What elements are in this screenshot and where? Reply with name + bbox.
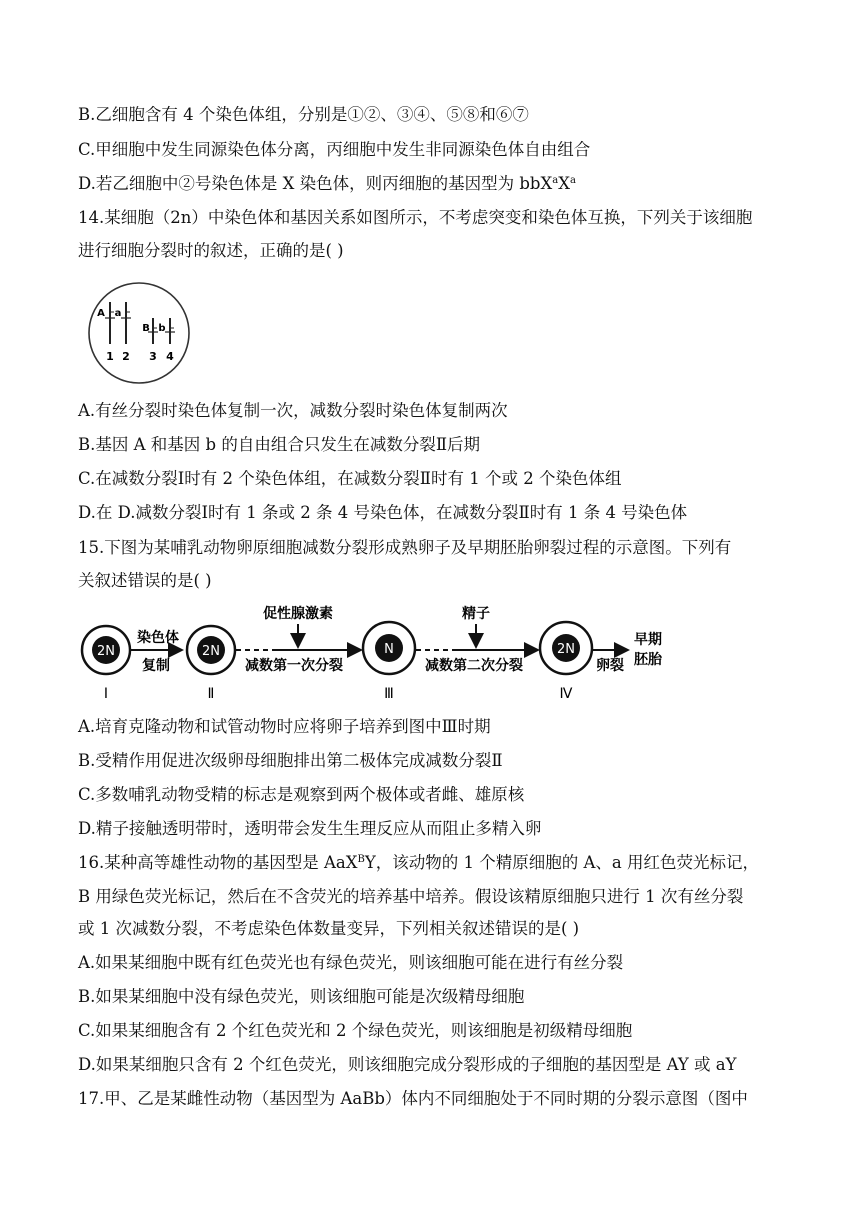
q16-option-a: A.如果某细胞中既有红色荧光也有绿色荧光，则该细胞可能在进行有丝分裂	[78, 953, 624, 972]
chromosome-number-4: 4	[166, 350, 174, 363]
cell-4-label: 2N	[557, 642, 575, 657]
step1-top-label: 染色体	[137, 630, 179, 646]
q14-option-a: A.有丝分裂时染色体复制一次，减数分裂时染色体复制两次	[78, 401, 508, 420]
sperm-label: 精子	[462, 606, 490, 622]
chromosome-number-1: 1	[106, 350, 114, 363]
chromosome-gene-figure	[86, 280, 192, 386]
gene-label-b: b	[158, 323, 166, 334]
q15-option-d: D.精子接触透明带时，透明带会发生生理反应从而阻止多精入卵	[78, 819, 542, 838]
q14-option-c: C.在减数分裂Ⅰ时有 2 个染色体组，在减数分裂Ⅱ时有 1 个或 2 个染色体组	[78, 469, 622, 488]
q15-option-c: C.多数哺乳动物受精的标志是观察到两个极体或者雌、雄原核	[78, 785, 525, 804]
step2-label: 减数第一次分裂	[245, 658, 343, 674]
q14-stem-line1: 14.某细胞（2n）中染色体和基因关系如图所示，不考虑突变和染色体互换，下列关于该细胞	[78, 208, 753, 227]
q13-option-d-sup2: a	[569, 175, 576, 186]
embryo-label-line1: 早期	[634, 632, 662, 648]
q16-stem-line1-pre: 16.某种高等雄性动物的基因型是 AaX	[78, 853, 358, 872]
q14-option-b: B.基因 A 和基因 b 的自由组合只发生在减数分裂Ⅱ后期	[78, 435, 481, 454]
chromosome-number-3: 3	[149, 350, 157, 363]
q16-option-d: D.如果某细胞只含有 2 个红色荧光，则该细胞完成分裂形成的子细胞的基因型是 AY 或 aY	[78, 1055, 737, 1074]
q13-option-b: B.乙细胞含有 4 个染色体组，分别是①②、③④、⑤⑧和⑥⑦	[78, 105, 529, 124]
hormone-label: 促性腺激素	[263, 606, 333, 622]
gene-label-a: a	[114, 308, 122, 319]
stage-label-4: Ⅳ	[559, 686, 573, 702]
step3-label: 减数第二次分裂	[425, 658, 523, 674]
stage-label-3: Ⅲ	[384, 686, 394, 702]
q14-option-d: D.在 D.减数分裂Ⅰ时有 1 条或 2 条 4 号染色体，在减数分裂Ⅱ时有 1 条 4 号染色体	[78, 503, 688, 522]
stage-label-2: Ⅱ	[207, 686, 215, 702]
q16-stem-line1	[78, 852, 759, 874]
q16-stem-line3: 或 1 次减数分裂，不考虑染色体数量变异，下列相关叙述错误的是( )	[78, 919, 580, 938]
q13-option-d-sup1: a	[552, 175, 559, 186]
q15-option-b: B.受精作用促进次级卵母细胞排出第二极体完成减数分裂Ⅱ	[78, 751, 503, 770]
q14-stem-line2: 进行细胞分裂时的叙述，正确的是( )	[78, 241, 344, 260]
gene-label-A: A	[97, 308, 105, 319]
cell-3-label: N	[384, 642, 394, 657]
stage-label-1: Ⅰ	[103, 686, 109, 702]
embryo-label-line2: 胚胎	[634, 652, 662, 668]
oogenesis-flow-figure	[76, 598, 776, 710]
q13-option-c: C.甲细胞中发生同源染色体分离，丙细胞中发生非同源染色体自由组合	[78, 140, 591, 159]
cell-stage-3	[363, 622, 415, 702]
q16-stem-line2: B 用绿色荧光标记，然后在不含荧光的培养基中培养。假设该精原细胞只进行 1 次有丝分裂	[78, 887, 744, 906]
cell-outline	[89, 283, 189, 383]
cell-stage-1	[82, 626, 130, 702]
q13-option-d-x: X	[558, 174, 570, 193]
cell-stage-2	[187, 626, 235, 702]
cell-1-label: 2N	[97, 644, 115, 659]
q15-option-a: A.培育克隆动物和试管动物时应将卵子培养到图中Ⅲ时期	[78, 717, 491, 736]
q16-option-c: C.如果某细胞含有 2 个红色荧光和 2 个绿色荧光，则该细胞是初级精母细胞	[78, 1021, 633, 1040]
q16-stem-line1-post: Y，该动物的 1 个精原细胞的 A、a 用红色荧光标记，	[364, 853, 759, 872]
q16-option-b: B.如果某细胞中没有绿色荧光，则该细胞可能是次级精母细胞	[78, 987, 525, 1006]
step4-label: 卵裂	[596, 658, 624, 674]
cell-2-label: 2N	[202, 644, 220, 659]
q13-option-d-text: D.若乙细胞中②号染色体是 X 染色体，则丙细胞的基因型为 bbX	[78, 174, 553, 193]
gene-label-B: B	[142, 323, 150, 334]
chromosome-number-2: 2	[122, 350, 130, 363]
q17-stem-line1: 17.甲、乙是某雌性动物（基因型为 AaBb）体内不同细胞处于不同时期的分裂示意图（图中	[78, 1089, 748, 1108]
step1-bottom-label: 复制	[142, 658, 170, 674]
q13-option-d	[78, 173, 576, 195]
q15-stem-line1: 15.下图为某哺乳动物卵原细胞减数分裂形成熟卵子及早期胚胎卵裂过程的示意图。下列有	[78, 538, 732, 557]
cell-stage-4	[540, 622, 592, 702]
q16-stem-line1-sup: B	[357, 854, 365, 865]
q15-stem-line2: 关叙述错误的是( )	[78, 571, 212, 590]
